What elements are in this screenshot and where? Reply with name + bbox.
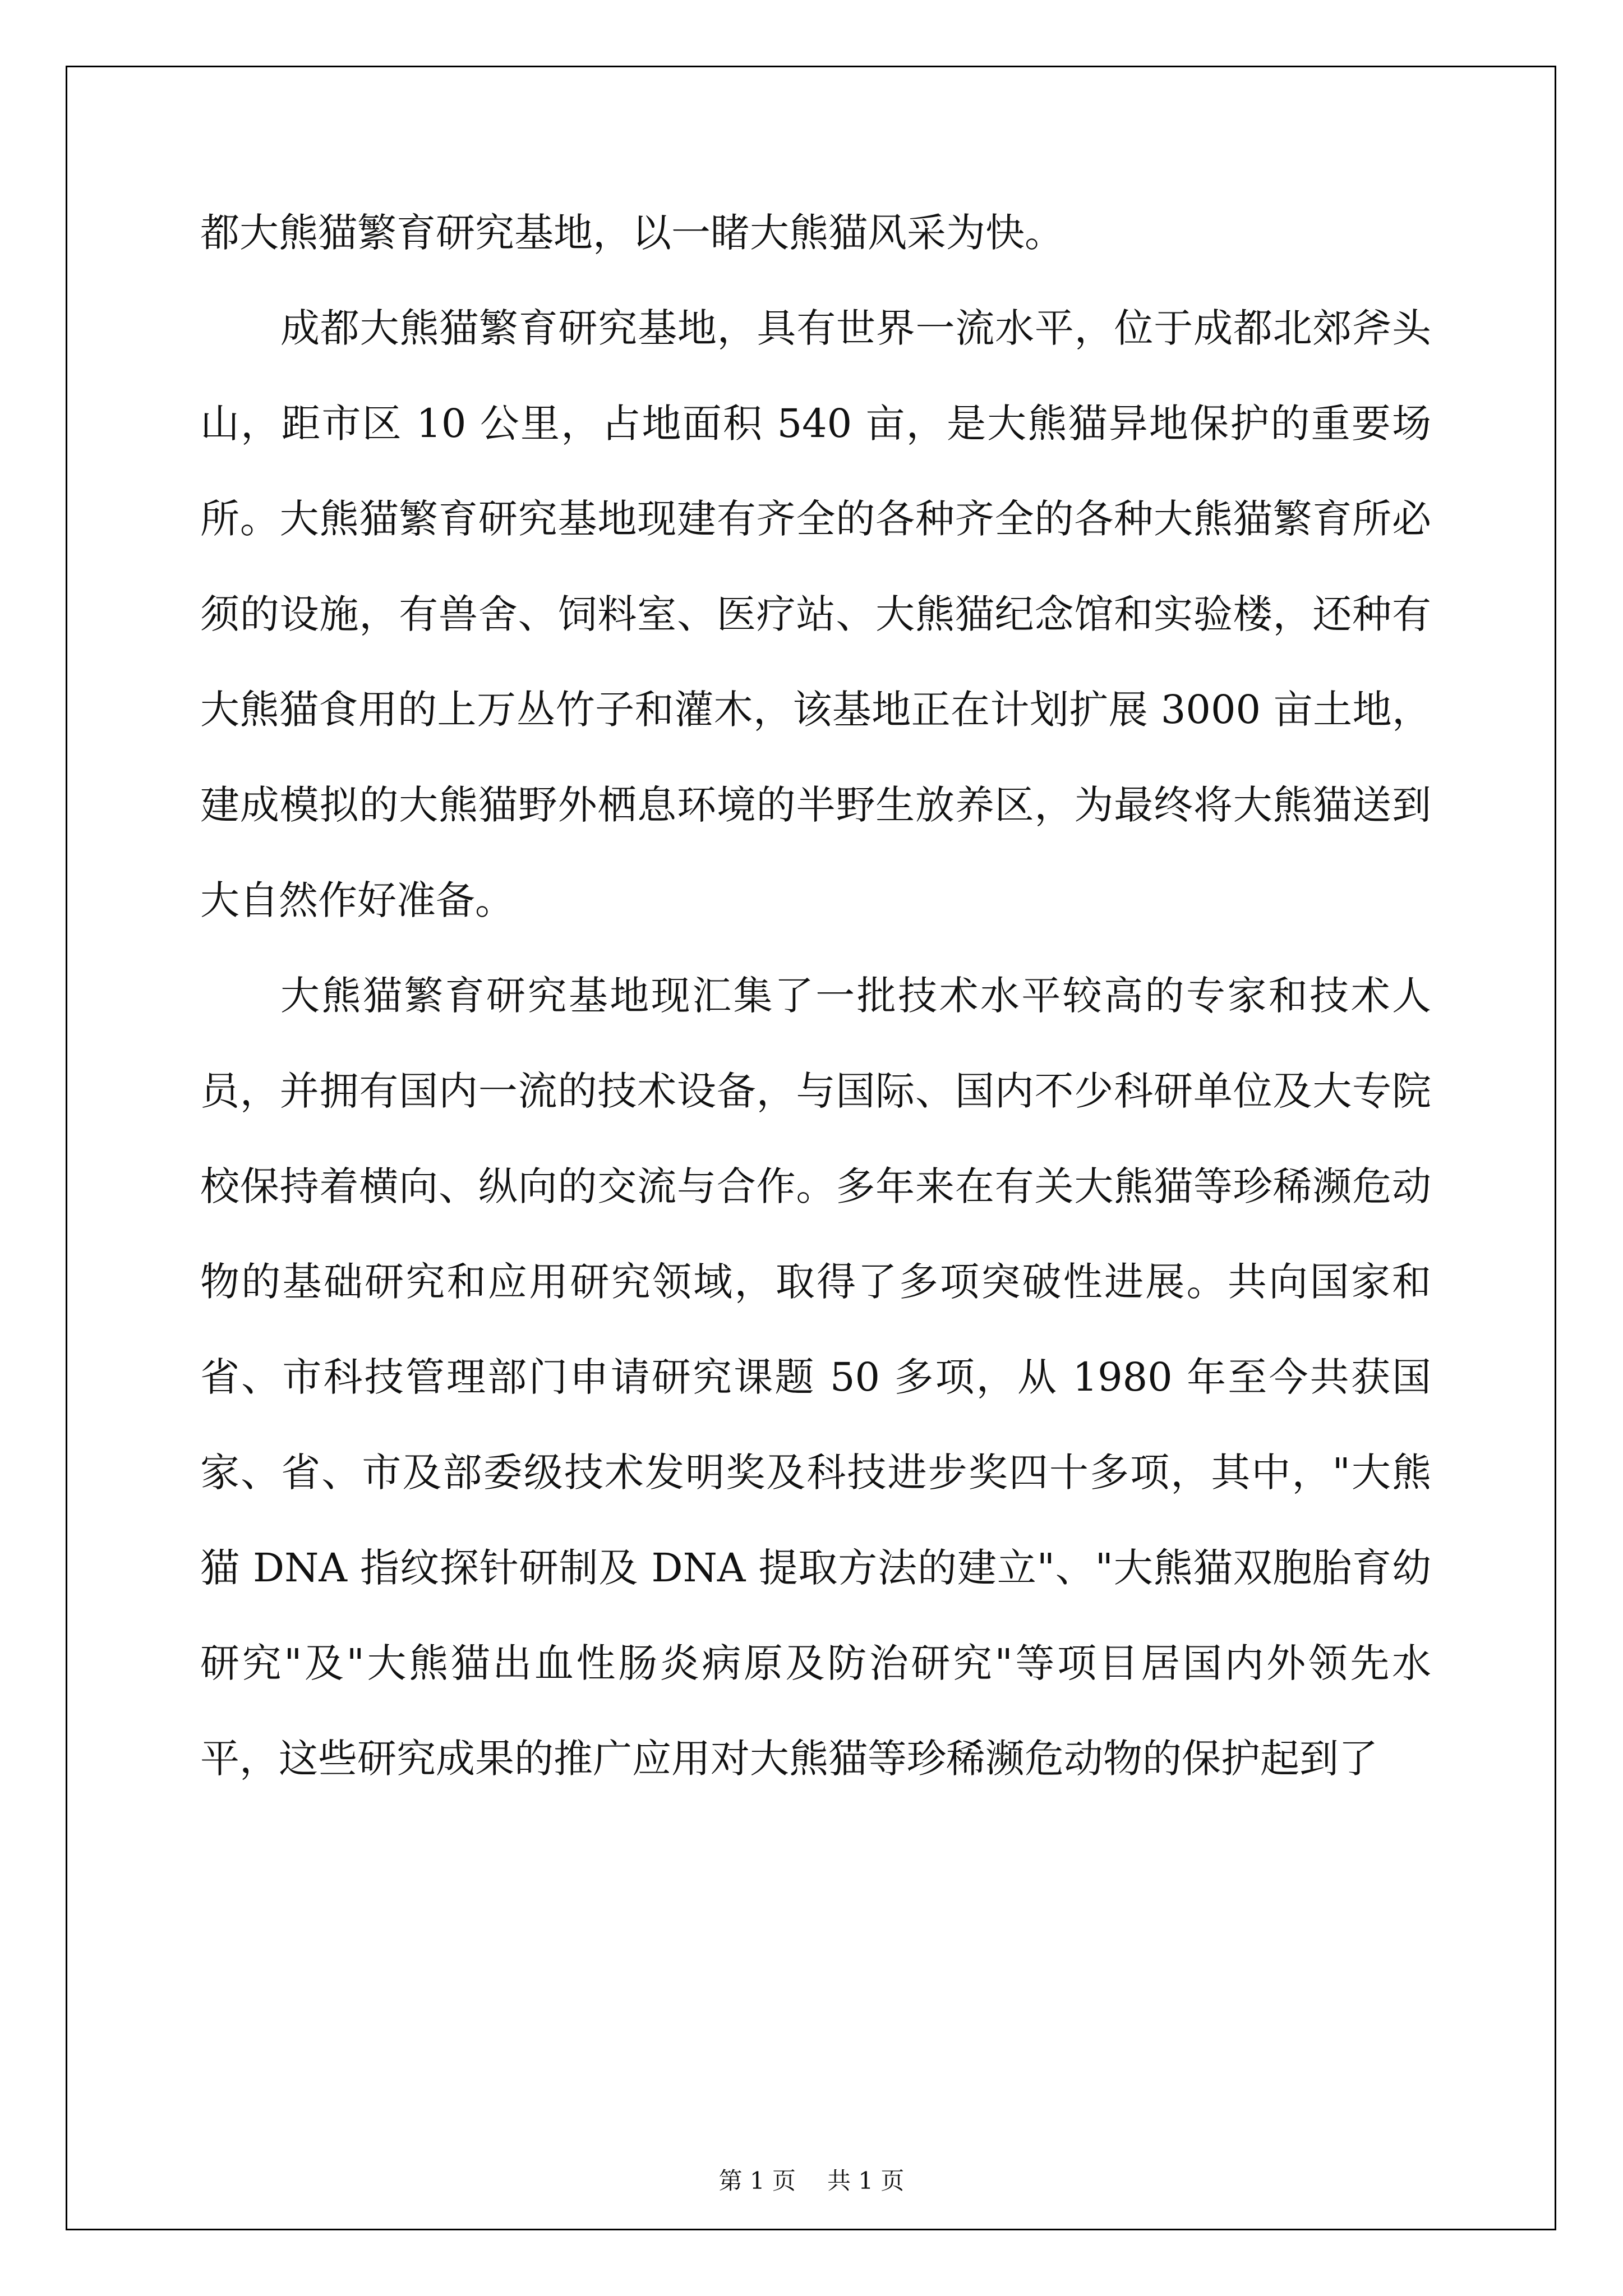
document-body [200,185,1431,1806]
page-total: 共 1 页 [827,2167,905,2194]
paragraph-3: 大熊猫繁育研究基地现汇集了一批技术水平较高的专家和技术人员，并拥有国内一流的技术设备，与国际、国内不少科研单位及大专院校保持着横向、纵向的交流与合作。多年来在有关大熊猫等珍稀濒危动物的基础研究和应用研究领域，取得了多项突破性进展。共向国家和省、市科技管理部门申请研究课题 50 多项，从 1980 年至今共获国家、省、市及部委级技术发明奖及科技进步奖四十多项，其中，"大熊猫 DNA 指纹探针研制及 DNA 提取方法的建立"、"大熊猫双胞胎育幼研究"及"大熊猫出血性肠炎病原及防治研究"等项目居国内外领先水平，这些研究成果的推广应用对大熊猫等珍稀濒危动物的保护起到了 [200,973,1431,1782]
paragraph-2: 成都大熊猫繁育研究基地，具有世界一流水平，位于成都北郊斧头山，距市区 10 公里，占地面积 540 亩，是大熊猫异地保护的重要场所。大熊猫繁育研究基地现建有齐全的各种齐全的各种大熊猫繁育所必须的设施，有兽舍、饲料室、医疗站、大熊猫纪念馆和实验楼，还种有大熊猫食用的上万丛竹子和灌木，该基地正在计划扩展 3000 亩土地，建成模拟的大熊猫野外栖息环境的半野生放养区，为最终将大熊猫送到大自然作好准备。 [200,305,1431,923]
page-footer [0,2162,1623,2196]
paragraph-1: 都大熊猫繁育研究基地，以一睹大熊猫风采为快。 [200,210,1064,256]
page-number: 第 1 页 [718,2167,796,2194]
